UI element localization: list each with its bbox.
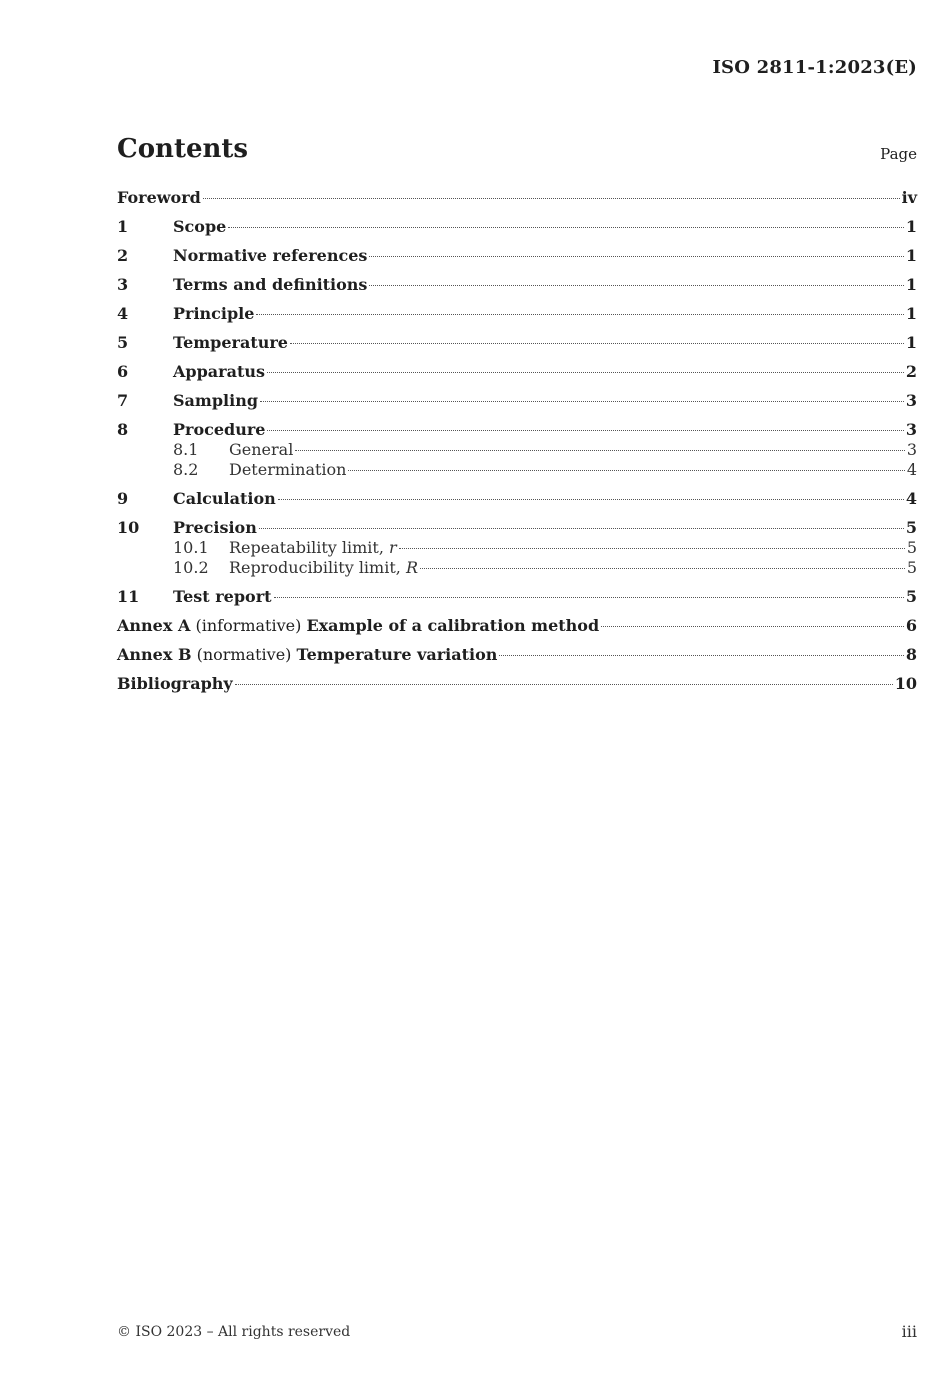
toc-entry-annex-a[interactable]: [117, 616, 917, 636]
annex-type: (informative): [190, 616, 307, 635]
annex-type: (normative): [191, 645, 297, 664]
toc-page: 1: [905, 304, 917, 323]
annex-title: Temperature variation: [296, 645, 498, 664]
toc-title: Sampling: [173, 391, 259, 410]
toc-number: 2: [117, 246, 129, 265]
table-of-contents: [117, 188, 917, 703]
toc-title: Terms and definitions: [173, 275, 368, 294]
toc-title: General: [229, 440, 294, 459]
toc-number: 10.1: [173, 538, 209, 557]
toc-page: 2: [905, 362, 917, 381]
toc-title-text: Repeatability limit,: [229, 538, 390, 557]
toc-number: 4: [117, 304, 129, 323]
dot-leader: [267, 429, 903, 431]
toc-page: 8: [905, 645, 917, 664]
dot-leader: [260, 400, 904, 402]
toc-page: 5: [905, 518, 917, 537]
page-number: iii: [901, 1322, 917, 1341]
toc-entry-terms-and-definitions[interactable]: [117, 275, 917, 295]
toc-title: Scope: [173, 217, 227, 236]
toc-page: 1: [905, 217, 917, 236]
dot-leader: [420, 567, 905, 569]
dot-leader: [228, 226, 904, 228]
toc-entry-determination[interactable]: [117, 460, 917, 480]
toc-page: 5: [906, 538, 917, 557]
toc-entry-repeatability-limit[interactable]: [117, 538, 917, 558]
symbol-capital-r: R: [405, 558, 418, 577]
dot-leader: [290, 342, 904, 344]
document-id: ISO 2811-1:2023(E): [712, 57, 917, 78]
toc-title: [229, 538, 397, 558]
toc-page: 10: [894, 674, 917, 693]
toc-number: 1: [117, 217, 129, 236]
toc-title: [229, 558, 418, 578]
toc-page: 1: [905, 275, 917, 294]
toc-title: Temperature: [173, 333, 288, 352]
dot-leader: [295, 449, 904, 451]
dot-leader: [235, 683, 893, 685]
toc-title: [117, 645, 497, 665]
toc-number: 6: [117, 362, 129, 381]
dot-leader: [203, 197, 900, 199]
toc-entry-bibliography[interactable]: [117, 674, 917, 694]
toc-title: Test report: [173, 587, 272, 606]
toc-entry-test-report[interactable]: [117, 587, 917, 607]
toc-entry-calculation[interactable]: [117, 489, 917, 509]
toc-entry-temperature[interactable]: [117, 333, 917, 353]
symbol-r: r: [389, 538, 397, 557]
toc-page: 3: [905, 420, 917, 439]
toc-entry-annex-b[interactable]: [117, 645, 917, 665]
annex-title: Example of a calibration method: [306, 616, 600, 635]
toc-page: 3: [905, 391, 917, 410]
dot-leader: [399, 547, 905, 549]
toc-entry-procedure[interactable]: [117, 420, 917, 440]
toc-number: 10.2: [173, 558, 209, 577]
toc-entry-reproducibility-limit[interactable]: [117, 558, 917, 578]
toc-number: 10: [117, 518, 140, 537]
annex-label: Annex A: [117, 616, 191, 635]
toc-title: Determination: [229, 460, 347, 479]
toc-entry-scope[interactable]: [117, 217, 917, 237]
toc-number: 9: [117, 489, 129, 508]
dot-leader: [259, 527, 904, 529]
toc-entry-foreword[interactable]: [117, 188, 917, 208]
toc-title: Apparatus: [173, 362, 265, 381]
dot-leader: [601, 625, 904, 627]
dot-leader: [348, 469, 904, 471]
toc-page: 1: [905, 333, 917, 352]
annex-label: Annex B: [117, 645, 192, 664]
toc-page: 5: [905, 587, 917, 606]
toc-number: 3: [117, 275, 129, 294]
toc-page: 3: [906, 440, 917, 459]
toc-title: Foreword: [117, 188, 201, 207]
toc-page: 6: [905, 616, 917, 635]
toc-page: 4: [905, 489, 917, 508]
toc-page: 5: [906, 558, 917, 577]
copyright-notice: © ISO 2023 – All rights reserved: [117, 1324, 351, 1340]
toc-title: Procedure: [173, 420, 266, 439]
dot-leader: [369, 284, 903, 286]
toc-number: 8.1: [173, 440, 199, 459]
toc-title: Bibliography: [117, 674, 233, 693]
toc-page: 4: [906, 460, 917, 479]
toc-entry-general[interactable]: [117, 440, 917, 460]
dot-leader: [278, 498, 904, 500]
toc-page: 1: [905, 246, 917, 265]
dot-leader: [499, 654, 903, 656]
toc-page: iv: [901, 188, 917, 207]
toc-entry-principle[interactable]: [117, 304, 917, 324]
dot-leader: [256, 313, 903, 315]
toc-title: Precision: [173, 518, 257, 537]
toc-number: 8.2: [173, 460, 199, 479]
toc-entry-precision[interactable]: [117, 518, 917, 538]
toc-title: [117, 616, 599, 636]
toc-title: Normative references: [173, 246, 368, 265]
toc-entry-apparatus[interactable]: [117, 362, 917, 382]
toc-title: Calculation: [173, 489, 276, 508]
toc-title: Principle: [173, 304, 255, 323]
toc-title-text: Reproducibility limit,: [229, 558, 406, 577]
toc-entry-sampling[interactable]: [117, 391, 917, 411]
toc-number: 5: [117, 333, 129, 352]
dot-leader: [369, 255, 903, 257]
toc-number: 11: [117, 587, 140, 606]
dot-leader: [274, 596, 904, 598]
toc-entry-normative-references[interactable]: [117, 246, 917, 266]
toc-number: 8: [117, 420, 129, 439]
toc-number: 7: [117, 391, 129, 410]
contents-heading: Contents: [117, 134, 249, 164]
dot-leader: [267, 371, 904, 373]
page-column-label: Page: [880, 145, 917, 163]
